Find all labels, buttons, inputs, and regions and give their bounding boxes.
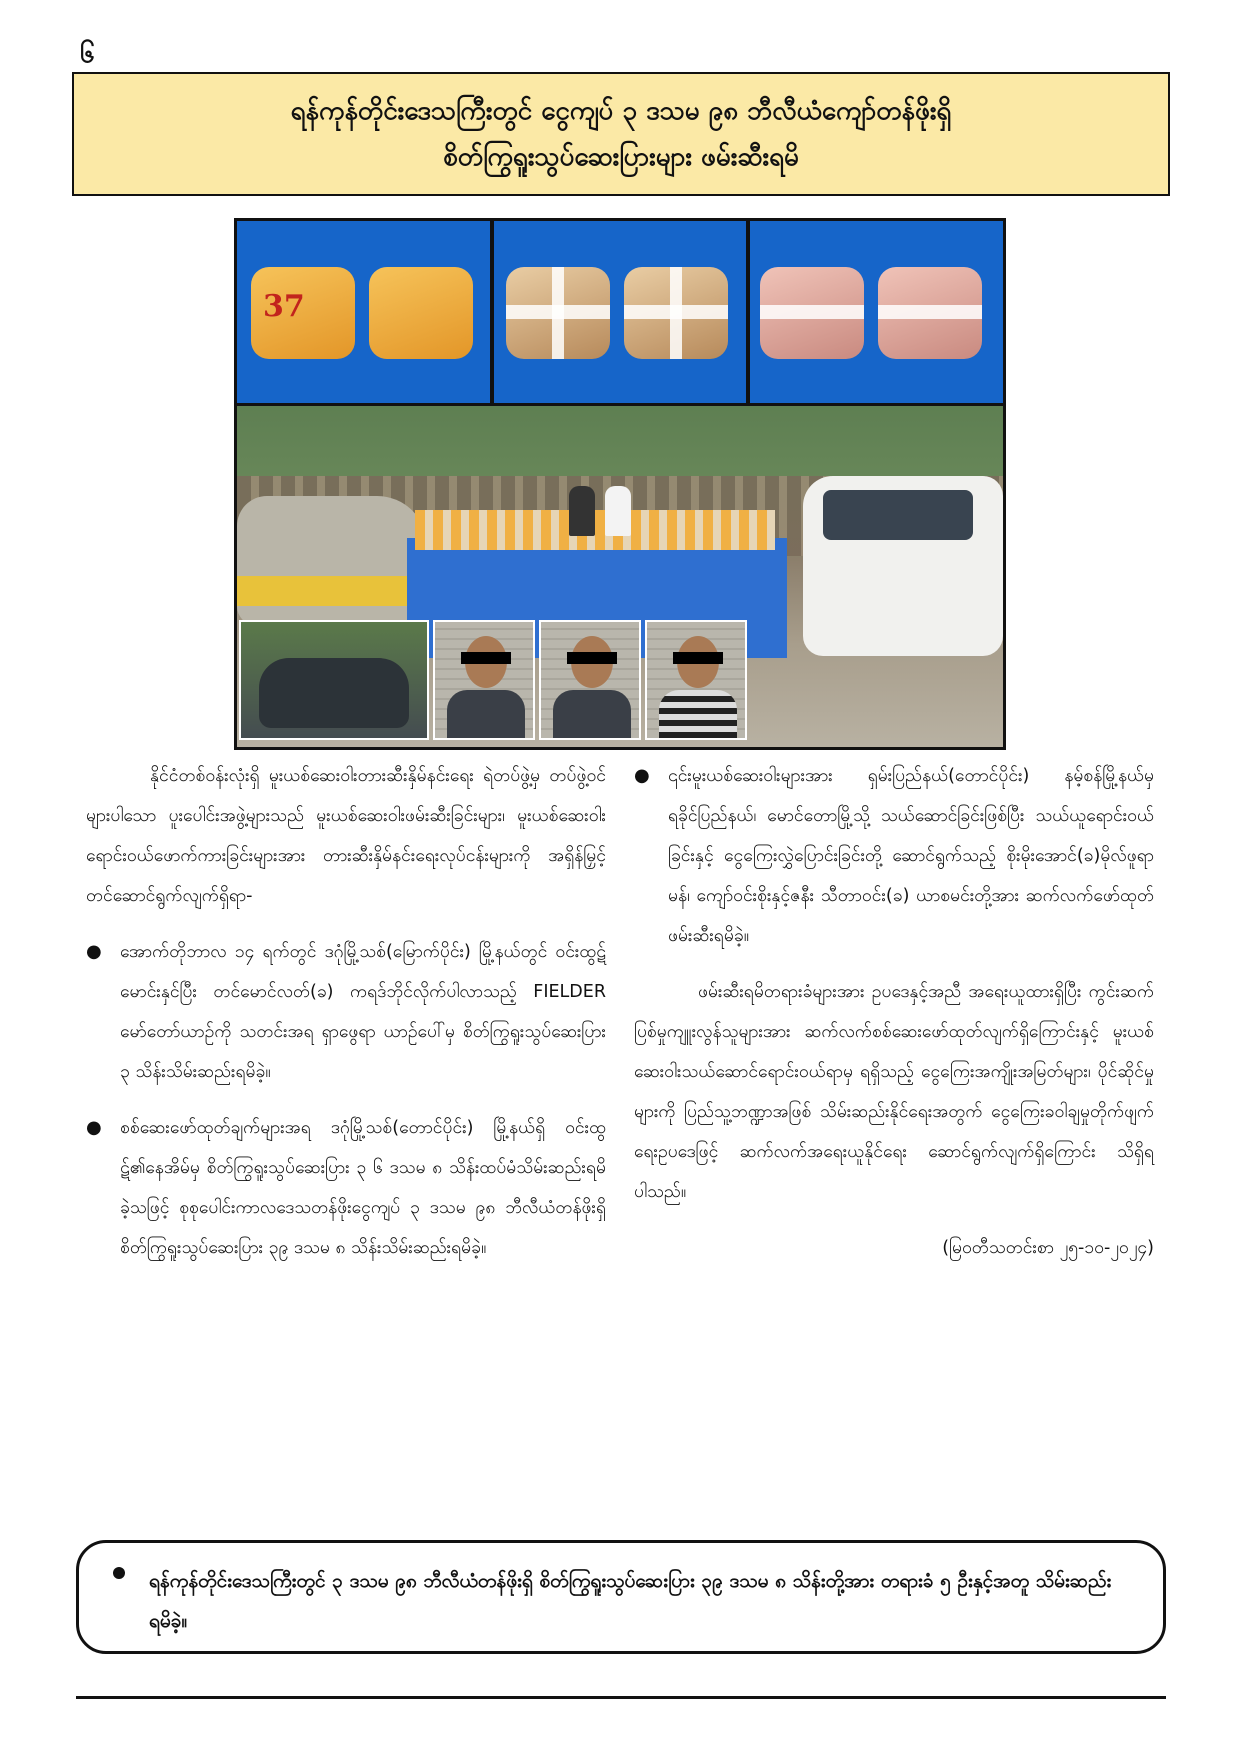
page-number: ၆ bbox=[80, 39, 95, 69]
drug-brick bbox=[878, 267, 982, 359]
suspect-photo bbox=[645, 620, 747, 740]
article-column-right bbox=[634, 756, 1154, 1284]
drug-brick bbox=[251, 267, 355, 359]
news-photo bbox=[234, 218, 1006, 750]
list-item bbox=[86, 932, 606, 1092]
drug-panel-1 bbox=[237, 221, 490, 403]
suspect-photo bbox=[433, 620, 535, 740]
van-image bbox=[803, 476, 1003, 656]
title-line-1: ရန်ကုန်တိုင်းဒေသကြီးတွင် ငွေကျပ် ၃ ဒသမ ၉၈ ဘီလီယံကျော်တန်ဖိုးရှိ bbox=[290, 96, 952, 126]
summary-box bbox=[76, 1540, 1166, 1654]
bullet-text: ၎င်းမူးယစ်ဆေးဝါးများအား ရှမ်းပြည်နယ်(တောင်ပိုင်း) နမ့်စန်မြို့နယ်မှ ရခိုင်ပြည်နယ်၊ မောင်တောမြို့သို့ သယ်ဆောင်ခြင်းဖြစ်ပြီး သယ်ယူရောင်းဝယ်ခြင်းနှင့် ငွေကြေးလွှဲပြောင်းခြင်းတို့ ဆောင်ရွက်သည့် စိုးမိုးအောင်(ခ)မိုလ်ဖူရာမန်၊ ကျော်ဝင်းစိုးနှင့်ဇနီး သီတာဝင်း(ခ) ယာစမင်းတို့အား ဆက်လက်ဖော်ထုတ်ဖမ်းဆီးရမိခဲ့။ bbox=[668, 766, 1154, 946]
drug-brick bbox=[760, 267, 864, 359]
bullet-text: အောက်တိုဘာလ ၁၄ ရက်တွင် ဒဂုံမြို့သစ်(မြောက်ပိုင်း) မြို့နယ်တွင် ဝင်းထွဋ်မောင်းနှင်ပြီး တင်မောင်လတ်(ခ) ကရဒ်ဘိုင်လိုက်ပါလာသည့် FIELDER မော်တော်ယာဉ်ကို သတင်းအရ ရှာဖွေရာ ယာဉ်ပေါ်မှ စိတ်ကြွရူးသွပ်ဆေးပြား ၃ သိန်းသိမ်းဆည်းရမိခဲ့။ bbox=[120, 942, 606, 1082]
closing-paragraph: ဖမ်းဆီးရမိတရားခံများအား ဥပဒေနှင့်အညီ အရေးယူထားရှိပြီး ကွင်းဆက်ပြစ်မှုကျူးလွန်သူများအား ဆက်လက်စစ်ဆေးဖော်ထုတ်လျက်ရှိကြောင်းနှင့် မူးယစ်ဆေးဝါးသယ်ဆောင်ရောင်းဝယ်ရာမှ ရရှိသည့် ငွေကြေးအကျိုးအမြတ်များ၊ ပိုင်ဆိုင်မှုများကို ပြည်သူ့ဘဏ္ဍာအဖြစ် သိမ်းဆည်းနိုင်ရေးအတွက် ငွေကြေးခဝါချမှုတိုက်ဖျက်ရေးဥပဒေဖြင့် ဆက်လက်အရေးယူနိုင်ရေး ဆောင်ရွက်လျက်ရှိကြောင်း သိရှိရပါသည်။ bbox=[634, 982, 1154, 1202]
person-figure bbox=[569, 486, 595, 536]
drug-brick bbox=[624, 267, 728, 359]
inset-car-photo bbox=[239, 620, 429, 740]
car-image bbox=[237, 496, 427, 626]
suspect-photo bbox=[539, 620, 641, 740]
bullet-icon: ● bbox=[86, 1117, 102, 1138]
summary-text: ရန်ကုန်တိုင်းဒေသကြီးတွင် ၃ ဒသမ ၉၈ ဘီလီယံတန်ဖိုးရှိ စိတ်ကြွရူးသွပ်ဆေးပြား ၃၉ ဒသမ ၈ သိန်းတို့အား တရားခံ ၅ ဦးနှင့်အတူ သိမ်းဆည်းရမိခဲ့။ bbox=[149, 1570, 1112, 1632]
intro-paragraph: နိုင်ငံတစ်ဝန်းလုံးရှိ မူးယစ်ဆေးဝါးတားဆီးနှိမ်နင်းရေး ရဲတပ်ဖွဲ့မှ တပ်ဖွဲ့ဝင်များပါသော ပူးပေါင်းအဖွဲ့များသည် မူးယစ်ဆေးဝါးဖမ်းဆီးခြင်းများ၊ မူးယစ်ဆေးဝါးရောင်းဝယ်ဖောက်ကားခြင်းများအား တားဆီးနှိမ်နင်းရေးလုပ်ငန်းများကို အရှိန်မြှင့်တင်ဆောင်ရွက်လျက်ရှိရာ- bbox=[86, 766, 606, 906]
bullet-icon: ● bbox=[86, 941, 102, 962]
bullet-icon: ● bbox=[634, 765, 650, 786]
list-item bbox=[86, 1108, 606, 1268]
seizure-scene-photo bbox=[237, 406, 1003, 747]
bottom-divider bbox=[76, 1696, 1166, 1699]
source-citation: (မြဝတီသတင်းစာ ၂၅-၁၀-၂၀၂၄) bbox=[942, 1238, 1154, 1258]
title-line-2: စိတ်ကြွရူးသွပ်ဆေးပြားများ ဖမ်းဆီးရမိ bbox=[443, 142, 799, 172]
drug-panel-3 bbox=[750, 221, 1003, 403]
drug-brick bbox=[506, 267, 610, 359]
bullet-text: စစ်ဆေးဖော်ထုတ်ချက်များအရ ဒဂုံမြို့သစ်(တောင်ပိုင်း) မြို့နယ်ရှိ ဝင်းထွဋ်၏နေအိမ်မှ စိတ်ကြွရူးသွပ်ဆေးပြား ၃ ၆ ဒသမ ၈ သိန်းထပ်မံသိမ်းဆည်းရမိခဲ့သဖြင့် စုစုပေါင်းကာလဒေသတန်ဖိုးငွေကျပ် ၃ ဒသမ ၉၈ ဘီလီယံတန်ဖိုးရှိ စိတ်ကြွရူးသွပ်ဆေးပြား ၃၉ ဒသမ ၈ သိန်းသိမ်းဆည်းရမိခဲ့။ bbox=[120, 1118, 606, 1258]
drug-brick bbox=[369, 267, 473, 359]
brick-label: 37 bbox=[263, 289, 305, 324]
title-box bbox=[72, 72, 1170, 196]
person-figure bbox=[605, 486, 631, 536]
seized-drug-panels bbox=[237, 221, 1003, 403]
list-item bbox=[634, 756, 1154, 956]
bullet-icon bbox=[113, 1567, 125, 1579]
drug-panel-2 bbox=[494, 221, 747, 403]
drug-stack bbox=[415, 510, 775, 550]
article-column-left bbox=[86, 756, 606, 1284]
